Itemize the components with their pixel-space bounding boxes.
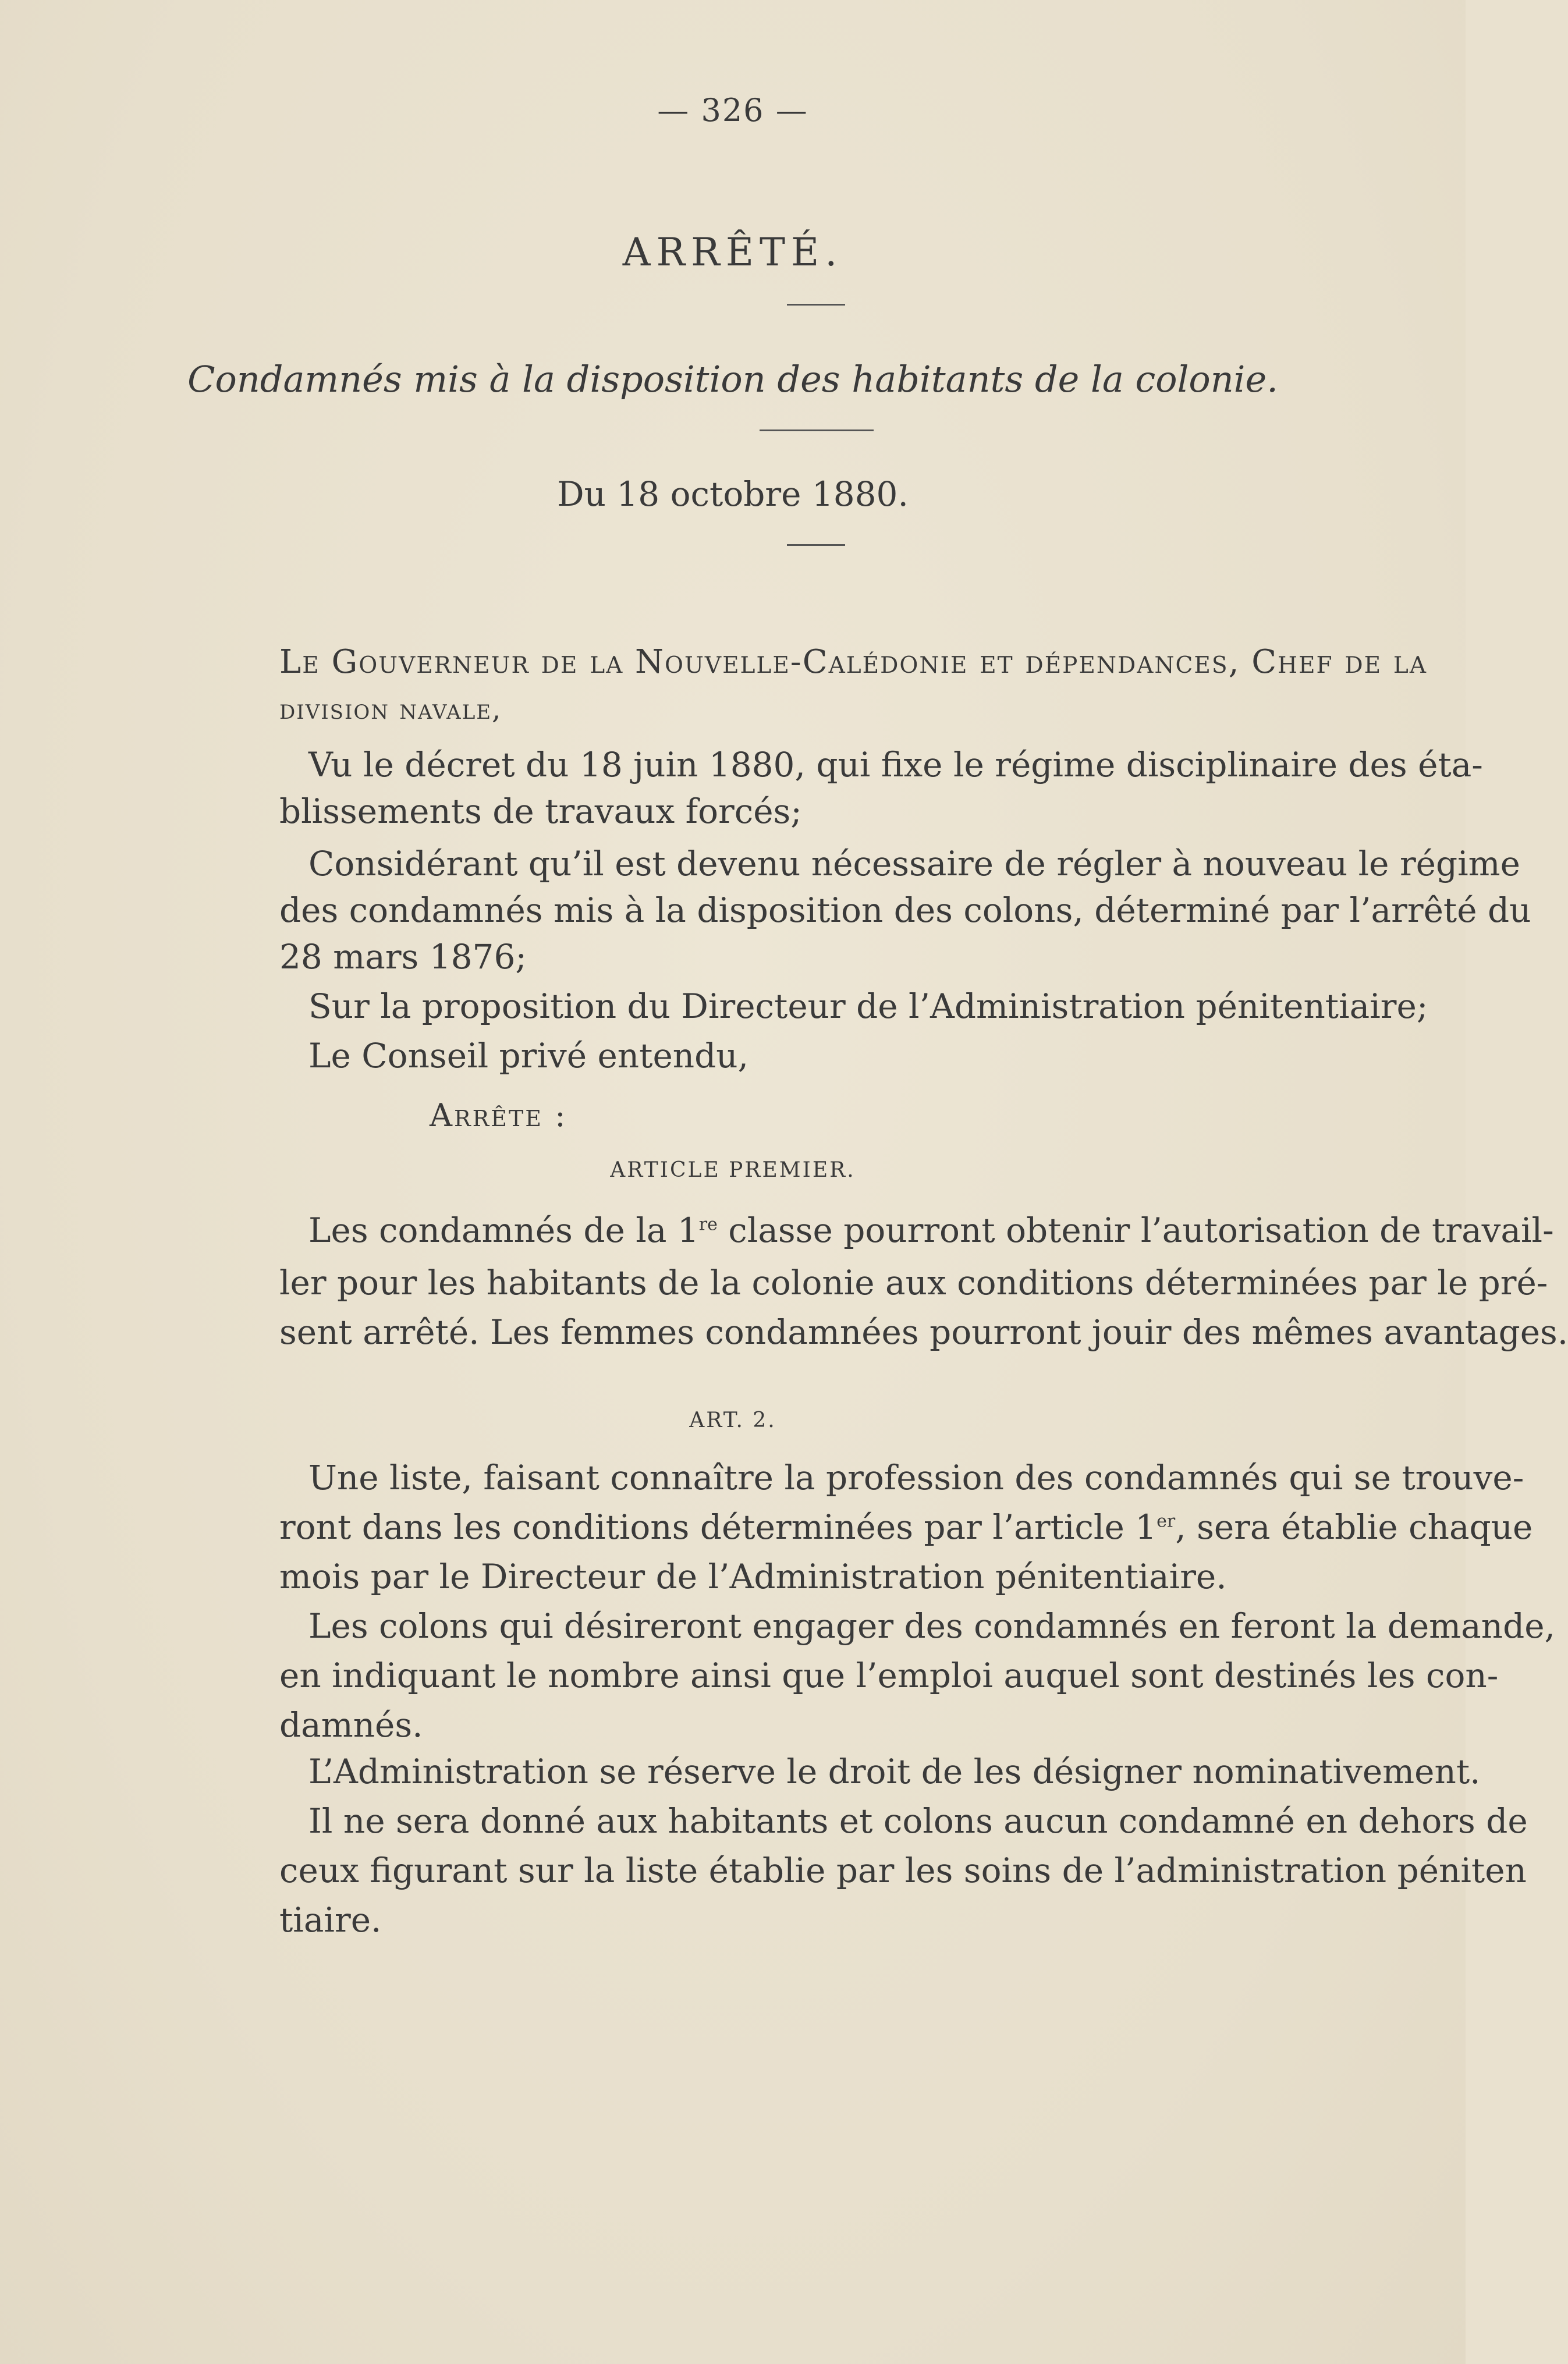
title-rule [787,304,845,306]
article-2-line: Il ne sera donné aux habitants et colons aucun condamné en dehors de [308,1801,1528,1841]
considerant-line: Sur la proposition du Directeur de l’Administration pénitentiaire; [308,986,1428,1026]
considerant-line: Considérant qu’il est devenu nécessaire de régler à nouveau le régime [308,844,1520,883]
article-2-line: tiaire. [279,1900,382,1940]
considerant-line: Vu le décret du 18 juin 1880, qui fixe le régime disciplinaire des éta- [308,745,1483,785]
article-1-heading: ARTICLE PREMIER. [610,1158,856,1182]
considerant-line: blissements de travaux forcés; [279,791,802,831]
page-title: ARRÊTÉ. [622,230,843,275]
article-2-line: L’Administration se réserve le droit de les désigner nominativement. [308,1752,1481,1791]
preamble-line-2: division navale, [279,693,502,726]
considerant-line: des condamnés mis à la disposition des colons, déterminé par l’arrêté du [279,890,1531,930]
article-2-line: Les colons qui désireront engager des condamnés en feront la demande, [308,1606,1555,1646]
article-2-line: ceux figurant sur la liste établie par les soins de l’administration péniten [279,1851,1527,1890]
date-rule [787,544,845,546]
article-1-line: Les condamnés de la 1re classe pourront obtenir l’autorisation de travail- [308,1211,1554,1250]
page-number: — 326 — [657,92,808,129]
considerant-line: Le Conseil privé entendu, [308,1036,749,1075]
considerant-line: 28 mars 1876; [279,937,527,977]
article-1-line: ler pour les habitants de la colonie aux conditions déterminées par le pré- [279,1263,1548,1302]
article-2-line: ront dans les conditions déterminées par l’article 1er, sera établie chaque [279,1507,1533,1547]
arrete-label: Arrête : [430,1097,567,1134]
article-2-line: damnés. [279,1705,423,1745]
article-1-line: sent arrêté. Les femmes condamnées pourront jouir des mêmes avantages. [279,1312,1568,1352]
article-2-line: en indiquant le nombre ainsi que l’emploi auquel sont destinés les con- [279,1656,1499,1695]
article-2-line: mois par le Directeur de l’Administration pénitentiaire. [279,1557,1227,1596]
article-2-heading: ART. 2. [689,1408,776,1432]
article-2-line: Une liste, faisant connaître la profession des condamnés qui se trouve- [308,1458,1524,1497]
decree-date: Du 18 octobre 1880. [557,474,909,514]
preamble-line-1: Le Gouverneur de la Nouvelle-Calédonie et dépendances, Chef de la [279,643,1427,681]
subtitle: Condamnés mis à la disposition des habitants de la colonie. [187,358,1278,400]
subtitle-rule [760,430,874,431]
